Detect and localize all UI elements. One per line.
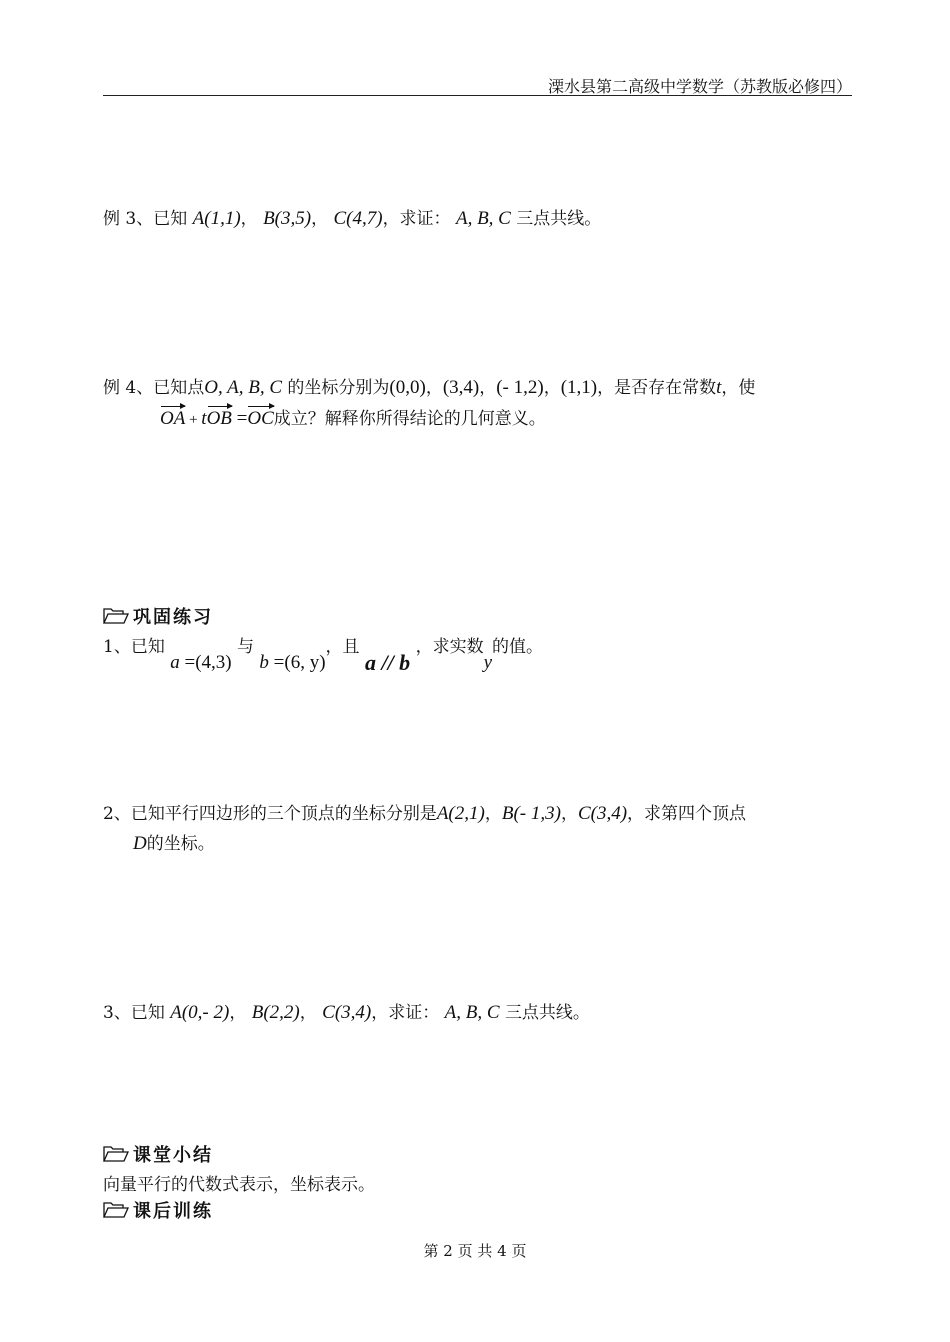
ex3-prefix: 例 3、已知 [103,209,188,229]
ex4-coord-o: (0,0) [389,377,426,398]
ex4-equals: = [231,408,248,429]
question-1 [103,632,544,675]
q1-parallel: a // b [364,650,411,675]
ex3-points: A, B, C [455,208,511,229]
q3-ask: ，求证： [371,1003,440,1023]
ex4-points: O, A, B, C [204,377,282,398]
section-homework [103,1197,213,1223]
q2-point-b: B(- 1,3) [501,803,561,824]
q3-point-a: A(0,- 2) [170,1002,230,1023]
q3-conclusion: 三点共线。 [504,1003,590,1023]
vector-ob: OB [206,408,232,429]
ex4-tail: ，使 [721,378,756,398]
question-2-line-1: 2、已知平行四边形的三个顶点的坐标分别是A(2,1)，B(- 1,3)，C(3,4)，求第四个顶点 [103,803,747,824]
header-divider [103,95,852,96]
q1-and: ，且 [325,637,360,657]
vector-oa: OA [160,408,186,429]
q1-vector-a: a [170,652,180,673]
folder-icon [103,1145,129,1163]
section-practice-title: 巩固练习 [133,607,213,628]
q1-a-value: =(4,3) [179,652,232,673]
q1-with: 与 [237,637,255,657]
q3-prefix: 3、已知 [103,1003,165,1023]
folder-icon [103,607,129,625]
ex4-prefix: 例 4、已知点 [103,378,205,398]
question-3: 3、已知 A(0,- 2)， B(2,2)， C(3,4)，求证： A, B, C 三点共线。 [103,1002,590,1023]
q2-point-d: D [133,833,147,854]
section-summary [103,1141,213,1167]
ex4-scalar-t: t [201,408,207,429]
ex4-ask: ，是否存在常数 [597,378,717,398]
ex4-const-t: t [716,377,722,398]
q1-var-y: y [483,652,493,673]
q2-tail: ，求第四个顶点 [627,804,747,824]
q2-prefix: 2、已知平行四边形的三个顶点的坐标分别是 [103,804,437,824]
vector-oc: OC [247,408,274,429]
q3-point-b: B(2,2) [251,1002,300,1023]
ex3-point-b: B(3,5) [263,208,312,229]
q2-point-c: C(3,4) [577,803,628,824]
ex4-coord-a: (3,4) [442,377,480,398]
ex4-plus: + [185,412,202,428]
section-summary-title: 课堂小结 [133,1145,213,1166]
q1-ask: ，求实数 [415,637,484,657]
q2-line-2-text: 的坐标。 [146,834,215,854]
ex4-line-2-text: 成立？解释你所得结论的几何意义。 [273,409,546,429]
question-2-line-2 [133,829,215,855]
example-4-line-1: 例 4、已知点O, A, B, C 的坐标分别为(0,0)，(3,4)，(- 1,2)，(1,1)，是否存在常数t，使 [103,377,756,398]
q1-vector-b: b [259,652,269,673]
page-header-title: 溧水县第二高级中学数学（苏教版必修四） [547,77,852,96]
example-3: 例 3、已知 A(1,1)， B(3,5)， C(4,7)，求证： A, B, C 三点共线。 [103,208,602,229]
ex3-conclusion: 三点共线。 [516,209,602,229]
ex4-coord-c: (1,1) [560,377,598,398]
q1-prefix: 1、已知 [103,637,165,657]
section-practice [103,603,213,629]
summary-text: 向量平行的代数式表示，坐标表示。 [103,1175,375,1195]
q3-point-c: C(3,4) [322,1002,372,1023]
ex4-coord-b: (- 1,2) [496,377,544,398]
page-footer: 第 2 页 共 4 页 [423,1242,527,1260]
q2-point-a: A(2,1) [436,803,485,824]
section-homework-title: 课后训练 [133,1201,213,1222]
q1-b-value: =(6, y) [268,652,326,673]
example-4-line-2 [160,404,546,430]
ex3-ask: ，求证： [382,209,451,229]
ex3-point-c: C(4,7) [333,208,383,229]
q1-tail: 的值。 [492,637,544,657]
folder-icon [103,1201,129,1219]
ex3-point-a: A(1,1) [192,208,241,229]
q3-points: A, B, C [444,1002,500,1023]
ex4-mid: 的坐标分别为 [287,378,390,398]
